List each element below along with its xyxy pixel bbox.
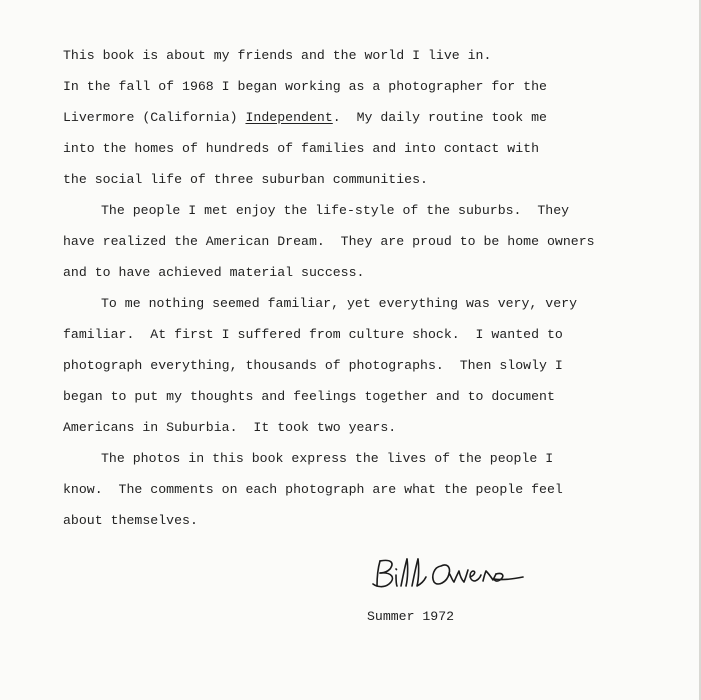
text-line: This book is about my friends and the world I live in.	[63, 48, 492, 63]
text-line: into the homes of hundreds of families and into contact with	[63, 141, 540, 156]
text-line: began to put my thoughts and feelings together and to document	[63, 389, 555, 404]
text-line: The photos in this book express the lives of the people I	[101, 451, 554, 466]
handwritten-signature	[365, 553, 525, 595]
text-line: and to have achieved material success.	[63, 265, 365, 280]
text-line: familiar. At first I suffered from culture shock. I wanted to	[63, 327, 563, 342]
foreword-text	[63, 46, 683, 542]
text-line: Americans in Suburbia. It took two years.	[63, 420, 397, 435]
text-line: the social life of three suburban communities.	[63, 172, 428, 187]
text-line: To me nothing seemed familiar, yet everything was very, very	[101, 296, 578, 311]
text-segment: . My daily routine took me	[332, 110, 547, 125]
text-line: In the fall of 1968 I began working as a photographer for the	[63, 79, 547, 94]
date-line: Summer 1972	[367, 609, 455, 624]
text-line: have realized the American Dream. They are proud to be home owners	[63, 234, 595, 249]
text-line: about themselves.	[63, 513, 198, 528]
text-line-with-underlined-title	[63, 108, 683, 139]
newspaper-title: Independent	[245, 110, 333, 125]
text-line: The people I met enjoy the life-style of the suburbs. They	[101, 203, 570, 218]
text-line: know. The comments on each photograph are what the people feel	[63, 482, 563, 497]
text-line: photograph everything, thousands of photographs. Then slowly I	[63, 358, 563, 373]
text-segment: Livermore (California)	[63, 110, 246, 125]
